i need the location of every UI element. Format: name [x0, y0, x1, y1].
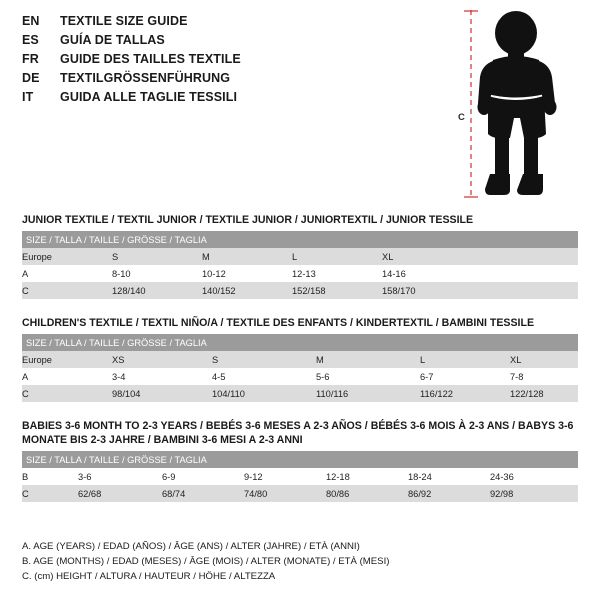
cell: 12-13 — [292, 265, 382, 282]
cell: 18-24 — [408, 468, 490, 485]
language-code-it: IT — [22, 90, 34, 104]
column-header-europe: Europe — [22, 351, 112, 368]
cell: 86/92 — [408, 485, 490, 502]
section-junior-textile — [22, 213, 578, 299]
cell: 6-7 — [420, 368, 510, 385]
header-row-es — [22, 33, 352, 52]
section-title-junior: JUNIOR TEXTILE / TEXTIL JUNIOR / TEXTILE JUNIOR / JUNIORTEXTIL / JUNIOR TESSILE — [22, 214, 474, 226]
column-header-xl: XL — [382, 248, 472, 265]
cell: 122/128 — [510, 385, 578, 402]
section-childrens-textile — [22, 316, 578, 402]
header-row-fr — [22, 52, 352, 71]
cell: 128/140 — [112, 282, 202, 299]
legend-line-c: C. (cm) HEIGHT / ALTURA / HAUTEUR / HÖHE / ALTEZZA — [22, 571, 276, 582]
table-row — [22, 385, 578, 402]
language-code-de: DE — [22, 71, 40, 85]
cell: 3-6 — [78, 468, 162, 485]
cell: 10-12 — [202, 265, 292, 282]
legend-block — [22, 539, 578, 584]
table-babies-textile — [22, 451, 578, 502]
cell: 8-10 — [112, 265, 202, 282]
column-header-m: M — [316, 351, 420, 368]
cell: 104/110 — [212, 385, 316, 402]
cell: 3-4 — [112, 368, 212, 385]
column-header-xl: XL — [510, 351, 578, 368]
section-babies-textile — [22, 419, 578, 502]
cell: 9-12 — [244, 468, 326, 485]
size-header-label: SIZE / TALLA / TAILLE / GRÖSSE / TAGLIA — [22, 451, 578, 468]
header-title-es: GUÍA DE TALLAS — [60, 33, 165, 47]
header-title-it: GUIDA ALLE TAGLIE TESSILI — [60, 90, 238, 104]
cell: 12-18 — [326, 468, 408, 485]
size-header-label: SIZE / TALLA / TAILLE / GRÖSSE / TAGLIA — [22, 334, 578, 351]
legend-line-a: A. AGE (YEARS) / EDAD (AÑOS) / ÂGE (ANS) / ALTER (JAHRE) / ETÀ (ANNI) — [22, 541, 360, 552]
table-row — [22, 468, 578, 485]
language-code-es: ES — [22, 33, 39, 47]
column-header-s: S — [212, 351, 316, 368]
cell: 14-16 — [382, 265, 472, 282]
table-row — [22, 368, 578, 385]
size-header-label: SIZE / TALLA / TAILLE / GRÖSSE / TAGLIA — [22, 231, 578, 248]
row-label-c: C — [22, 282, 112, 299]
table-row-header — [22, 334, 578, 351]
section-title-children: CHILDREN'S TEXTILE / TEXTIL NIÑO/A / TEXTILE DES ENFANTS / KINDERTEXTIL / BAMBINI TESSILE — [22, 317, 535, 329]
column-header-europe: Europe — [22, 248, 112, 265]
table-junior-textile — [22, 231, 578, 299]
cell: 98/104 — [112, 385, 212, 402]
row-label-c: C — [22, 385, 112, 402]
row-label-a: A — [22, 368, 112, 385]
language-code-en: EN — [22, 14, 40, 28]
header-block — [22, 14, 352, 109]
row-label-a: A — [22, 265, 112, 282]
header-row-it — [22, 90, 352, 109]
column-header-s: S — [112, 248, 202, 265]
table-row — [22, 265, 578, 282]
cell: 140/152 — [202, 282, 292, 299]
legend-line-b: B. AGE (MONTHS) / EDAD (MESES) / ÂGE (MOIS) / ALTER (MONATE) / ETÀ (MESI) — [22, 556, 390, 567]
cell: 62/68 — [78, 485, 162, 502]
cell: 4-5 — [212, 368, 316, 385]
cell: 74/80 — [244, 485, 326, 502]
header-row-de — [22, 71, 352, 90]
column-header-l: L — [420, 351, 510, 368]
column-header-l: L — [292, 248, 382, 265]
header-row-en — [22, 14, 352, 33]
column-header-xs: XS — [112, 351, 212, 368]
table-row — [22, 351, 578, 368]
cell: 7-8 — [510, 368, 578, 385]
cell: 80/86 — [326, 485, 408, 502]
child-silhouette-figure — [440, 6, 590, 202]
cell: 92/98 — [490, 485, 578, 502]
cell: 68/74 — [162, 485, 244, 502]
cell: 6-9 — [162, 468, 244, 485]
cell: 110/116 — [316, 385, 420, 402]
header-title-fr: GUIDE DES TAILLES TEXTILE — [60, 52, 241, 66]
measure-label-c: C — [458, 112, 465, 123]
table-row — [22, 282, 578, 299]
language-code-fr: FR — [22, 52, 39, 66]
table-row — [22, 248, 578, 265]
row-label-b: B — [22, 468, 78, 485]
cell: 152/158 — [292, 282, 382, 299]
column-header-m: M — [202, 248, 292, 265]
cell: 24-36 — [490, 468, 578, 485]
section-title-babies: BABIES 3-6 MONTH TO 2-3 YEARS / BEBÉS 3-6 MESES A 2-3 AÑOS / BÉBÉS 3-6 MOIS À 2-3 ANS / BABYS 3-6 MONATE BIS 2-3 JAHRE / BAMBINI 3-6 MESI A 2-3 ANNI — [22, 420, 574, 446]
table-row-header — [22, 451, 578, 468]
header-title-en: TEXTILE SIZE GUIDE — [60, 14, 188, 28]
cell: 116/122 — [420, 385, 510, 402]
table-row — [22, 485, 578, 502]
table-row-header — [22, 231, 578, 248]
cell: 158/170 — [382, 282, 472, 299]
table-childrens-textile — [22, 334, 578, 402]
header-title-de: TEXTILGRÖSSENFÜHRUNG — [60, 71, 231, 85]
cell: 5-6 — [316, 368, 420, 385]
row-label-c: C — [22, 485, 78, 502]
